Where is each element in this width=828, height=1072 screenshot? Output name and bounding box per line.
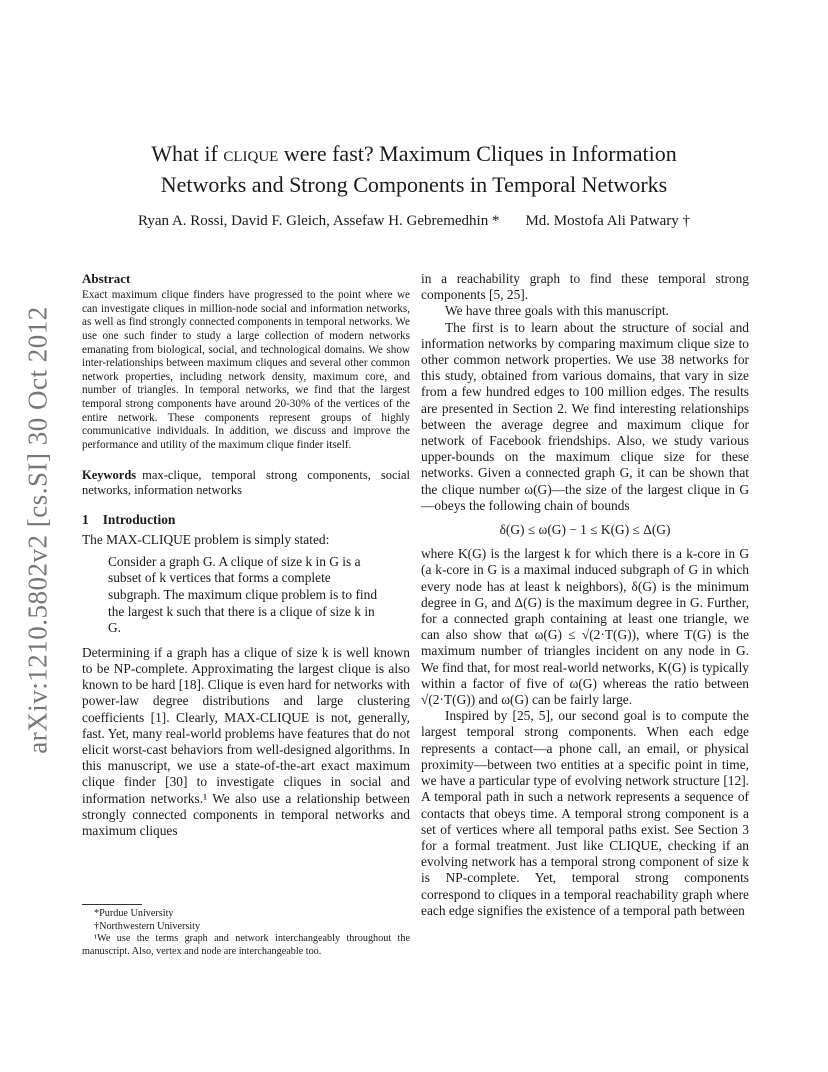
bounds-equation: δ(G) ≤ ω(G) − 1 ≤ K(G) ≤ Δ(G)	[499, 522, 671, 538]
intro-paragraph: Determining if a graph has a clique of size k is well known to be NP-complete. Approximating the largest clique is also known to be hard [18]. Clique is even hard for networks with power-law degree distributions and large clustering coefficients [1]. Clearly, MAX-CLIQUE is not, generally, fast. Yet, many real-world problems have features that do not elicit worst-cast behaviors from well-designed algorithms. In this manuscript, we use a state-of-the-art exact maximum clique finder [30] to investigate cliques in social and information networks.¹ We also use a relationship between strongly connected components in temporal networks and maximum cliques	[82, 644, 410, 838]
abstract-heading: Abstract	[82, 271, 131, 286]
title-part: were fast? Maximum Cliques in Information	[278, 141, 677, 166]
intro-lead: The MAX-CLIQUE problem is simply stated:	[82, 531, 330, 547]
right-column	[421, 271, 749, 919]
title-smallcaps: clique	[223, 141, 279, 166]
right-paragraph-4: where K(G) is the largest k for which there is a k-core in G (a k-core in G is a maximal induced subgraph of G in which every node has at least k neighbors), δ(G) is the minimum degree in G, and Δ(G) is the maximum degree in G. Further, for a connected graph containing at least one triangle, we can also show that ω(G) ≤ √(2·T(G)), where T(G) is the maximum number of triangles incident on any node in G. We find that, for most real-world networks, K(G) is typically within a factor of five of ω(G) whereas the ratio between √(2·T(G)) and ω(G) can be fairly large.	[421, 546, 749, 708]
right-paragraph-2: We have three goals with this manuscript.	[445, 303, 669, 319]
author-list	[100, 213, 728, 230]
keywords-text: max-clique, temporal strong components, social networks, information networks	[82, 468, 410, 498]
title-line-2: Networks and Strong Components in Temporal Networks	[160, 172, 668, 197]
footnotes	[82, 904, 410, 958]
arxiv-identifier	[18, 300, 58, 760]
footnote-affiliation-2: †Northwestern University	[94, 920, 201, 932]
abstract-text: Exact maximum clique finders have progressed to the point where we can investigate cliques in million-node social and information networks, as well as find strongly connected components in temporal networks. We use one such finder to study a large collection of modern networks emanating from biological, social, and technological domains. We show inter-relationships between maximum cliques and several other common network properties, including network density, maximum core, and number of triangles. In temporal networks, we find that the largest temporal strong components have around 20-30% of the vertices of the entire network. These components represent groups of highly communicative individuals. In addition, we discuss and improve the performance and utility of the maximum clique finder itself.	[82, 289, 410, 451]
author-group-2: Md. Mostofa Ali Patwary †	[525, 213, 691, 229]
problem-statement-quote: Consider a graph G. A clique of size k in G is a subset of k vertices that forms a complete subgraph. The maximum clique problem is to find the largest k such that there is a clique of size k in G.	[108, 553, 378, 636]
arxiv-identifier-text: arXiv:1210.5802v2 [cs.SI] 30 Oct 2012	[22, 306, 53, 754]
section-number: 1	[82, 512, 89, 528]
footnote-terms: ¹We use the terms graph and network interchangeably throughout the manuscript. Also, vertex and node are interchangeable too.	[82, 933, 410, 957]
left-column	[82, 271, 410, 839]
footnote-affiliation-1: *Purdue University	[94, 908, 174, 919]
title-part: What if	[151, 141, 224, 166]
section-title: Introduction	[102, 512, 176, 528]
section-heading-introduction	[82, 512, 410, 528]
keywords-label: Keywords	[82, 468, 137, 483]
right-paragraph-3: The first is to learn about the structure of social and information networks by comparing maximum clique size to other common network properties. We use 38 networks for this study, obtained from various domains, that vary in size from a few hundred edges to 100 million edges. The results are presented in Section 2. We find interesting relationships between the average degree and maximum clique for network of Facebook friendships. Also, we study various upper-bounds on the maximum clique size for these networks. Given a connected graph G, it can be shown that the clique number ω(G)—the size of the largest clique in G—obeys the following chain of bounds	[421, 319, 749, 513]
right-paragraph-1: in a reachability graph to find these temporal strong components [5, 25].	[421, 271, 749, 303]
right-paragraph-5: Inspired by [25, 5], our second goal is to compute the largest temporal strong components. When each edge represents a contact—a phone call, an email, or physical proximity—between two entities at a specific point in time, we have a particular type of evolving network structure [12]. A temporal path in such a network represents a sequence of contacts that obeys time. A temporal strong component is a set of vertices where all temporal paths exist. See Section 3 for a formal treatment. Just like CLIQUE, checking if an evolving network has a temporal strong component of size k is NP-complete. Yet, temporal strong components correspond to cliques in a temporal reachability graph where each edge signifies the existence of a temporal path between	[421, 708, 749, 918]
keywords	[82, 468, 410, 498]
author-group-1: Ryan A. Rossi, David F. Gleich, Assefaw H. Gebremedhin *	[137, 213, 500, 229]
footnote-rule	[82, 904, 142, 905]
paper-title	[100, 138, 728, 200]
